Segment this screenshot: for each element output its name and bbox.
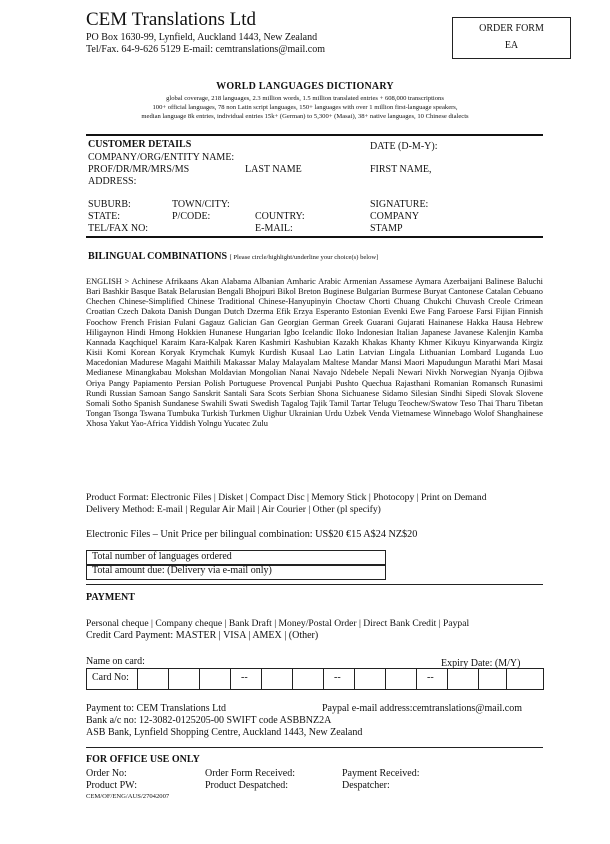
- card-digit-cell[interactable]: [324, 669, 355, 689]
- card-digit-cell[interactable]: [262, 669, 293, 689]
- payment-to-line: Payment to: CEM Translations Ltd: [86, 703, 227, 714]
- order-received-label: Order Form Received:: [205, 768, 295, 779]
- card-separator: --: [427, 672, 434, 683]
- product-format-line: Product Format: Electronic Files | Disket | Compact Disc | Memory Stick | Photocopy | Print on Demand: [86, 492, 487, 503]
- country-label: COUNTRY:: [255, 211, 305, 222]
- delivery-method-line: Delivery Method: E-mail | Regular Air Mail | Air Courier | Other (pl specify): [86, 504, 381, 515]
- title-label: PROF/DR/MR/MRS/MS: [88, 164, 190, 175]
- credit-card-line: Credit Card Payment: MASTER | VISA | AMEX | (Other): [86, 630, 319, 641]
- expiry-year-cell[interactable]: [507, 669, 534, 689]
- card-no-label: Card No:: [92, 672, 129, 683]
- language-list[interactable]: ENGLISH > Achinese Afrikaans Akan Alabama Albanian Amharic Arabic Armenian Assamese Aymara Azerbaijani Balinese Baluchi Bari Bashkir Basque Batak Belarusian Bengali Bhojpuri Bikol Breton Buginese Bulgarian Burmese Buryat Cantonese Catalan Cebuano Chechen Chinese-Simplified Chinese Traditional Chinese-Hanyupinyin Choctaw Chorti Chuang Chukchi Chuvash Creole Crimean Croatian Czech Dakota Danish Dungan Dutch Dzerma Efik Erzya Esperanto Estonian Evenki Ewe Fang Faroese Farsi Fijian Finnish Foochow French Frisian Fulani Gagauz Galician Gan Georgian German Greek Guarani Gujarati Hainanese Hakka Hausa Hebrew Hiligaynon Hindi Hmong Hokkien Hunanese Hungarian Igbo Icelandic Iloko Indonesian Italian Japanese Javanese Kalenjin Kamba Kannada Kaqchiquel Karaim Kara-Kalpak Karen Kashmiri Kashubian Kazakh Khakas Khanty Khmer Kikuyu Kinyarwanda Kirgiz Kisii Komi Korean Koryak Krymchak Kumyk Kurdish Kusaal Lao Latin Latvian Lingala Lithuanian Lombard Luganda Luo Macedonian Madurese Magahi Maithili Makassar Malay Malayalam Maltese Mandar Mansi Maori Mapudungun Marathi Mari Masai Medianese Minangkabau Mokshan Moldavian Mongolian Nanai Navajo Ndebele Nepali Newari Nivkh Norwegian Nyanja Ojibwa Oriya Pangy Papiamento Persian Polish Portuguese Provencal Punjabi Pushto Quechua Rajasthani Romanian Romansch Runasimi Rundi Russian Samoan Sango Sanskrit Santali Sara Scots Serbian Shona Sichuanese Sidamo Silesian Sindhi Sipedi Slovak Slovene Somali Sotho Spanish Sundanese Swahili Swati Swedish Tagalog Tajik Tamil Tartar Telugu Teochew/Swatow Teso Thai Tharu Tibetan Tongan Tsonga Tswana Tumbuka Turkish Turkmen Uighur Ukrainian Urdu Uzbek Venda Vietnamese Winnebago Wolof Shanghainese Xhosa Yakut Yao-Africa Yiddish Yolngu Yucatec Zulu: [86, 277, 543, 429]
- tel-label: TEL/FAX NO:: [88, 223, 149, 234]
- bilingual-heading-text: BILINGUAL COMBINATIONS: [88, 251, 228, 262]
- company-name: CEM Translations Ltd: [86, 9, 256, 30]
- company-contact: Tel/Fax. 64-9-626 5129 E-mail: cemtranslations@mail.com: [86, 44, 326, 55]
- dictionary-title: WORLD LANGUAGES DICTIONARY: [216, 81, 394, 92]
- signature-label: SIGNATURE:: [370, 199, 429, 210]
- bilingual-heading: [88, 251, 378, 262]
- unit-price-line: Electronic Files – Unit Price per bilingual combination: US$20 €15 A$24 NZ$20: [86, 529, 418, 540]
- last-name-label: LAST NAME: [245, 164, 302, 175]
- product-despatched-label: Product Despatched:: [205, 780, 289, 791]
- card-separator: --: [334, 672, 341, 683]
- card-digit-cell[interactable]: [386, 669, 417, 689]
- divider: [86, 134, 543, 136]
- card-no-label-cell: [87, 669, 138, 689]
- order-form-label: ORDER FORM: [479, 23, 544, 34]
- order-form-box: [452, 17, 571, 59]
- card-digit-cell[interactable]: [138, 669, 169, 689]
- expiry-date-label: Expiry Date: (M/Y): [441, 658, 521, 669]
- divider: [86, 236, 543, 238]
- total-amount-label: Total amount due: (Delivery via e-mail only): [92, 565, 272, 576]
- card-separator: --: [241, 672, 248, 683]
- divider: [86, 747, 543, 748]
- card-digit-cell[interactable]: [200, 669, 231, 689]
- card-number-field[interactable]: [86, 668, 544, 690]
- order-form-code: EA: [504, 40, 519, 51]
- payment-methods-line: Personal cheque | Company cheque | Bank Draft | Money/Postal Order | Direct Bank Credit | Paypal: [86, 618, 470, 629]
- pcode-label: P/CODE:: [172, 211, 211, 222]
- card-digit-cell[interactable]: [293, 669, 324, 689]
- address-label: ADDRESS:: [88, 176, 137, 187]
- bank-address-line: ASB Bank, Lynfield Shopping Centre, Auckland 1443, New Zealand: [86, 727, 363, 738]
- despatcher-label: Despatcher:: [342, 780, 390, 791]
- product-pw-label: Product PW:: [86, 780, 138, 791]
- card-digit-cell[interactable]: [417, 669, 448, 689]
- card-digit-cell[interactable]: [169, 669, 200, 689]
- dictionary-line-3: median language 8k entries, individual entries 15k+ (German) to 5,300+ (Masai), 38+ native languages, 10 Chinese dialects: [141, 113, 469, 120]
- email-label: E-MAIL:: [255, 223, 293, 234]
- dictionary-line-2: 100+ official languages, 78 non Latin script languages, 150+ languages with over 1 million first-language speakers,: [152, 104, 458, 111]
- paypal-line: Paypal e-mail address:cemtranslations@mail.com: [322, 703, 522, 714]
- card-digit-cell[interactable]: [355, 669, 386, 689]
- dictionary-line-1: global coverage, 218 languages, 2.3 million words, 1.5 million translated entries + 608,000 transcriptions: [166, 95, 444, 102]
- expiry-month-cell[interactable]: [479, 669, 507, 689]
- form-code: CEM/OF/ENG/AUS/27042007: [86, 793, 170, 800]
- total-languages-label: Total number of languages ordered: [92, 551, 232, 562]
- card-digit-cell[interactable]: [231, 669, 262, 689]
- state-label: STATE:: [88, 211, 120, 222]
- card-digit-cell[interactable]: [448, 669, 479, 689]
- stamp-label: STAMP: [370, 223, 403, 234]
- bank-account-line: Bank a/c no: 12-3082-0125205-00 SWIFT code ASBBNZ2A: [86, 715, 332, 726]
- divider: [86, 584, 543, 585]
- suburb-label: SUBURB:: [88, 199, 131, 210]
- payment-received-label: Payment Received:: [342, 768, 420, 779]
- office-use-heading: FOR OFFICE USE ONLY: [86, 754, 200, 765]
- customer-details-heading: CUSTOMER DETAILS: [88, 139, 192, 150]
- payment-heading: PAYMENT: [86, 592, 135, 603]
- company-address: PO Box 1630-99, Lynfield, Auckland 1443, New Zealand: [86, 32, 318, 43]
- first-name-label: FIRST NAME,: [370, 164, 432, 175]
- date-label: DATE (D-M-Y):: [370, 141, 438, 152]
- company-label: COMPANY/ORG/ENTITY NAME:: [88, 152, 235, 163]
- town-label: TOWN/CITY:: [172, 199, 230, 210]
- bilingual-note: [ Please circle/highlight/underline your choice(s) below]: [229, 254, 379, 261]
- order-no-label: Order No:: [86, 768, 127, 779]
- total-amount-field[interactable]: [86, 564, 386, 580]
- name-on-card-label: Name on card:: [86, 656, 145, 667]
- company-stamp-label: COMPANY: [370, 211, 420, 222]
